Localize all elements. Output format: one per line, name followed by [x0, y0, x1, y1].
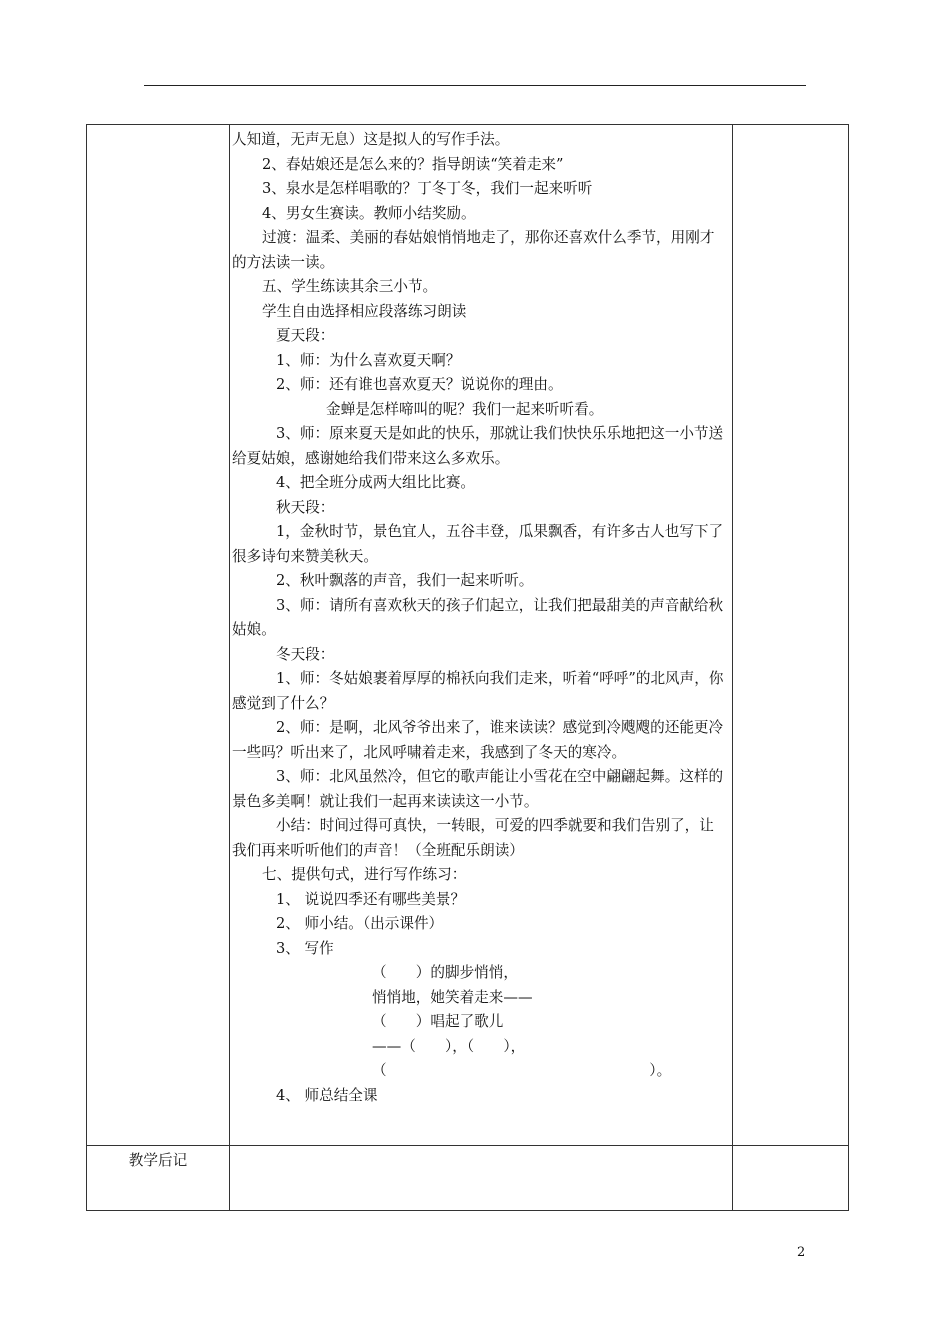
content-cell — [230, 125, 733, 1146]
text-line: 人知道，无声无息）这是拟人的写作手法。 — [232, 131, 510, 148]
template-line: 悄悄地，她笑着走来—— — [372, 988, 533, 1006]
text-paragraph: 3、师：北风虽然冷，但它的歌声能让小雪花在空中翩翩起舞。这样的景色多美啊！就让我们一起再来读读这一小节。 — [232, 768, 724, 810]
section-heading: 五、学生练读其余三小节。 — [262, 278, 438, 295]
text-line: 学生自由选择相应段落练习朗读 — [262, 302, 467, 320]
text-line: 4、男女生赛读。教师小结奖励。 — [262, 204, 476, 222]
template-line: （ ）的脚步悄悄， — [372, 964, 518, 981]
label-cell — [87, 1146, 230, 1211]
text-line: 2、师：还有谁也喜欢夏天？说说你的理由。 — [276, 376, 563, 393]
left-cell — [87, 125, 230, 1146]
text-line: 4、把全班分成两大组比比赛。 — [276, 474, 476, 491]
teaching-notes-label: 教学后记 — [128, 1152, 188, 1169]
right-notes-cell — [733, 1146, 849, 1211]
text-paragraph: 2、师：是啊，北风爷爷出来了，谁来读读？感觉到冷飕飕的还能更冷一些吗？听出来了，北风呼啸着走来，我感到了冬天的寒冷。 — [232, 719, 724, 761]
text-line: 1、 说说四季还有哪些美景？ — [276, 890, 466, 908]
text-paragraph: 3、师：原来夏天是如此的快乐，那就让我们快快乐乐地把这一小节送给夏姑娘，感谢她给我们带来这么多欢乐。 — [232, 425, 724, 467]
text-line: 3、泉水是怎样唱歌的？丁冬丁冬，我们一起来听听 — [262, 180, 593, 197]
template-line: （ ）。 — [372, 1062, 672, 1079]
text-line: 金蝉是怎样啼叫的呢？我们一起来听听看。 — [326, 400, 604, 418]
section-heading: 冬天段： — [276, 645, 335, 663]
header-rule — [144, 85, 806, 86]
text-line: 4、 师总结全课 — [276, 1086, 378, 1104]
table-row — [87, 125, 849, 1146]
text-paragraph: 3、师：请所有喜欢秋天的孩子们起立，让我们把最甜美的声音献给秋姑娘。 — [232, 596, 724, 638]
text-paragraph: 小结：时间过得可真快，一转眼，可爱的四季就要和我们告别了，让我们再来听听他们的声音！（全班配乐朗读） — [232, 817, 714, 859]
lesson-content — [230, 125, 732, 1108]
text-line: 2、秋叶飘落的声音，我们一起来听听。 — [276, 572, 534, 589]
text-line: 2、春姑娘还是怎么来的？指导朗读“笑着走来” — [262, 155, 564, 173]
table-row — [87, 1146, 849, 1211]
text-line: 3、 写作 — [276, 939, 334, 957]
text-paragraph: 1，金秋时节，景色宜人，五谷丰登，瓜果飘香，有许多古人也写下了很多诗句来赞美秋天。 — [232, 523, 724, 565]
lesson-table — [86, 124, 849, 1211]
notes-cell — [230, 1146, 733, 1211]
text-paragraph: 过渡：温柔、美丽的春姑娘悄悄地走了，那你还喜欢什么季节，用刚才的方法读一读。 — [232, 229, 715, 271]
text-line: 2、 师小结。（出示课件） — [276, 915, 444, 932]
template-line: ——（ ），（ ）， — [372, 1037, 526, 1055]
template-line: （ ）唱起了歌儿 — [372, 1013, 504, 1030]
section-heading: 秋天段： — [276, 498, 335, 516]
section-heading: 七、提供句式，进行写作练习： — [262, 866, 467, 883]
right-cell — [733, 125, 849, 1146]
section-heading: 夏天段： — [276, 327, 335, 344]
text-paragraph: 1、师：冬姑娘裹着厚厚的棉袄向我们走来，听着“呼呼”的北风声，你感觉到了什么？ — [232, 670, 724, 712]
page-number: 2 — [797, 1245, 806, 1260]
text-line: 1、师：为什么喜欢夏天啊？ — [276, 351, 461, 369]
